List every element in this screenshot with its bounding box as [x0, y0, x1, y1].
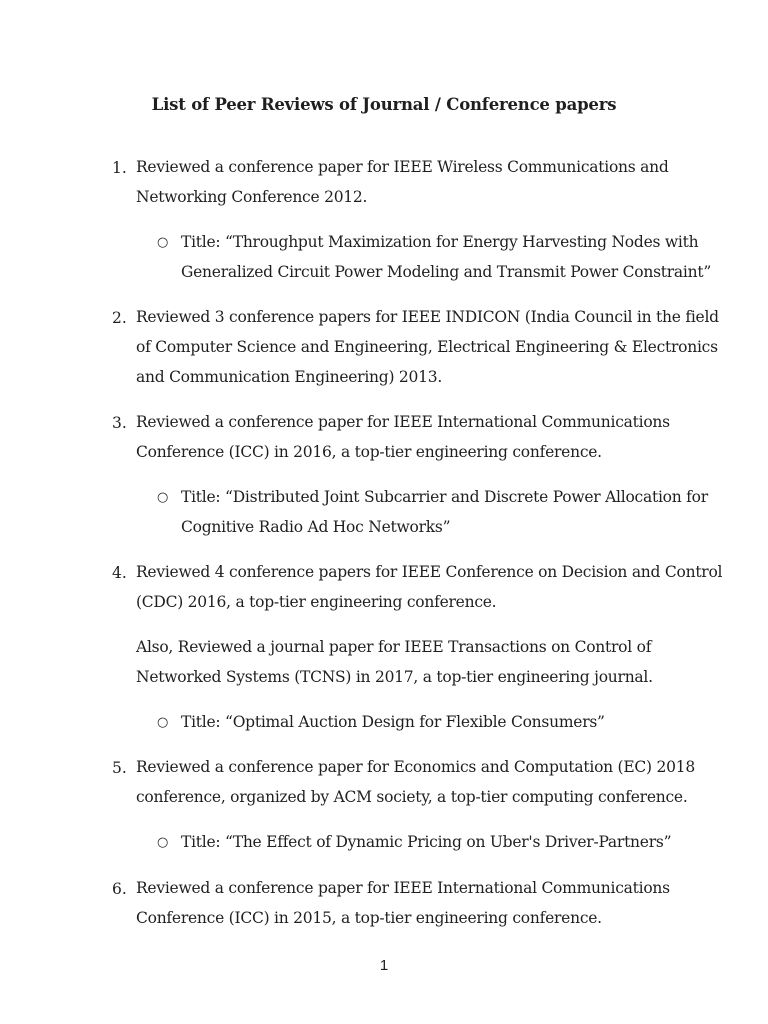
- sub-item-text: Title: “Throughput Maximization for Energy Harvesting Nodes with Generalized Circuit Power Modeling and Transmit Power Constraint”: [181, 233, 711, 281]
- list-number: 1.: [112, 159, 127, 177]
- list-number: 6.: [112, 880, 127, 898]
- list-item-text: Reviewed a conference paper for IEEE International Communications Conference (ICC) in 2015, a top-tier engineering conference.: [136, 879, 670, 927]
- list-item-text: Reviewed a conference paper for IEEE International Communications Conference (ICC) in 2016, a top-tier engineering conference.: [136, 413, 670, 461]
- list-number: 3.: [112, 414, 127, 432]
- list-number: 5.: [112, 759, 127, 777]
- list-item-text: Reviewed 3 conference papers for IEEE INDICON (India Council in the field of Computer Science and Engineering, Electrical Engineering & Electronics and Communication Engineering) 2013.: [136, 308, 719, 386]
- list-item-extra-text: Also, Reviewed a journal paper for IEEE Transactions on Control of Networked Systems (TCNS) in 2017, a top-tier engineering journal.: [136, 638, 653, 686]
- hollow-bullet-icon: ○: [157, 715, 169, 730]
- hollow-bullet-icon: ○: [157, 235, 169, 250]
- list-number: 2.: [112, 309, 127, 327]
- list-number: 4.: [112, 564, 127, 582]
- list-item-text: Reviewed a conference paper for Economics and Computation (EC) 2018 conference, organized by ACM society, a top-tier computing conference.: [136, 758, 695, 806]
- sub-item-text: Title: “Distributed Joint Subcarrier and Discrete Power Allocation for Cognitive Radio Ad Hoc Networks”: [181, 488, 708, 536]
- page-number: 1: [379, 957, 389, 974]
- hollow-bullet-icon: ○: [157, 835, 169, 850]
- sub-item-text: Title: “Optimal Auction Design for Flexible Consumers”: [181, 713, 605, 731]
- list-item-text: Reviewed 4 conference papers for IEEE Conference on Decision and Control (CDC) 2016, a top-tier engineering conference.: [136, 563, 723, 611]
- page-title: List of Peer Reviews of Journal / Conference papers: [151, 95, 617, 114]
- sub-item-text: Title: “The Effect of Dynamic Pricing on Uber's Driver-Partners”: [181, 833, 672, 851]
- list-item-text: Reviewed a conference paper for IEEE Wireless Communications and Networking Conference 2012.: [136, 158, 669, 206]
- hollow-bullet-icon: ○: [157, 490, 169, 505]
